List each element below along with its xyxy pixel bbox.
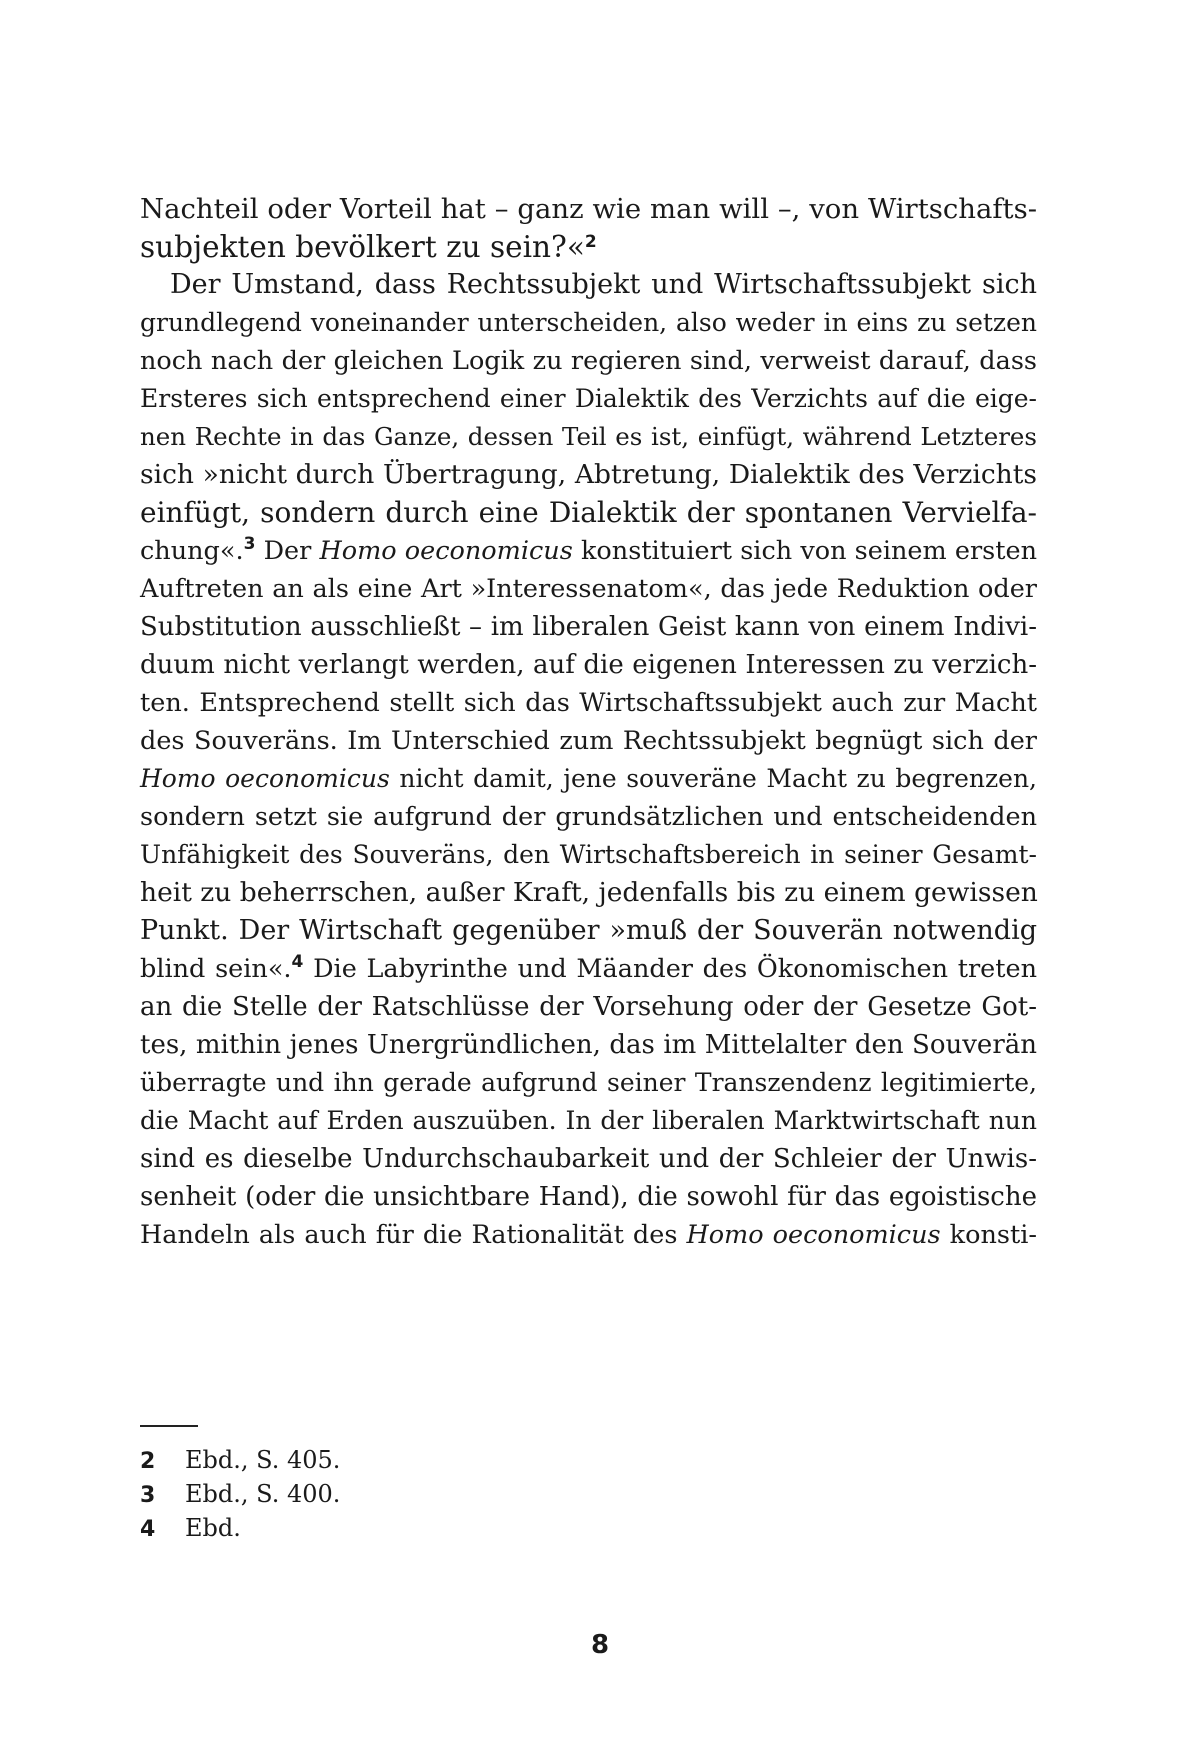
footnote-ref: 3	[243, 534, 256, 554]
text-line: Handeln als auch für die Rationalität des Homo oeconomicus konsti-	[140, 1220, 1037, 1250]
text-line: chung«.$^3$ Der Homo oeconomicus konstituiert sich von seinem ersten	[140, 534, 1037, 566]
footnote	[140, 1443, 540, 1477]
text-line: an die Stelle der Ratschlüsse der Vorsehung oder der Gesetze Got-	[140, 992, 1037, 1022]
italic-term: Homo oeconomicus	[140, 764, 390, 793]
italic-term: Homo oeconomicus	[319, 536, 573, 566]
text-line: Punkt. Der Wirtschaft gegenüber »muß der Souverän notwendig	[140, 915, 1037, 946]
text-line: tes, mithin jenes Unergründlichen, das im Mittelalter den Souverän	[140, 1030, 1037, 1060]
footnote	[140, 1511, 540, 1545]
footnote-ref: 4	[291, 952, 304, 972]
page-number: 8	[590, 1630, 610, 1660]
text-line: Der Umstand, dass Rechtssubjekt und Wirtschaftssubjekt sich	[170, 269, 1037, 300]
footnote-text: Ebd.	[185, 1514, 241, 1542]
text-line: des Souveräns. Im Unterschied zum Rechtssubjekt begnügt sich der	[140, 726, 1037, 756]
text-line: senheit (oder die unsichtbare Hand), die sowohl für das egoistische	[140, 1182, 1037, 1212]
text-line: Ersteres sich entsprechend einer Dialektik des Verzichts auf die eige-	[140, 384, 1037, 413]
text-line: sind es dieselbe Undurchschaubarkeit und der Schleier der Unwis-	[140, 1144, 1037, 1174]
footnote-ref: 2	[584, 232, 597, 252]
text-line: Nachteil oder Vorteil hat – ganz wie man will –, von Wirtschafts-	[140, 193, 1037, 225]
text-line: grundlegend voneinander unterscheiden, also weder in eins zu setzen	[140, 308, 1037, 337]
text-line: Auftreten an als eine Art »Interessenatom«, das jede Reduktion oder	[140, 574, 1037, 604]
text-line: überragte und ihn gerade aufgrund seiner Transzendenz legitimierte,	[140, 1068, 1037, 1097]
text-line: heit zu beherrschen, außer Kraft, jedenfalls bis zu einem gewissen	[140, 877, 1038, 908]
text-line: sondern setzt sie aufgrund der grundsätzlichen und entscheidenden	[140, 802, 1037, 832]
text-line: Unfähigkeit des Souveräns, den Wirtschaftsbereich in seiner Gesamt-	[140, 840, 1037, 869]
footnote-number: 2	[140, 1449, 156, 1474]
footnote-text: Ebd., S. 405.	[185, 1446, 341, 1474]
text-line: die Macht auf Erden auszuüben. In der liberalen Marktwirtschaft nun	[140, 1106, 1037, 1135]
text-line: blind sein«.$^4$ Die Labyrinthe und Mäander des Ökonomischen treten	[140, 952, 1037, 984]
text-line: noch nach der gleichen Logik zu regieren sind, verweist darauf, dass	[140, 346, 1037, 376]
footnote-divider	[140, 1425, 198, 1427]
footnote-number: 4	[140, 1517, 156, 1542]
footnote-text: Ebd., S. 400.	[185, 1480, 341, 1508]
text-line: Substitution ausschließt – im liberalen Geist kann von einem Indivi-	[140, 612, 1037, 642]
text-line: einfügt, sondern durch eine Dialektik der spontanen Vervielfa-	[140, 496, 1037, 529]
text-line: Homo oeconomicus nicht damit, jene souveräne Macht zu begrenzen,	[140, 764, 1037, 793]
text-line: duum nicht verlangt werden, auf die eigenen Interessen zu verzich-	[140, 650, 1037, 680]
footnote-number: 3	[140, 1483, 156, 1508]
text-line: ten. Entsprechend stellt sich das Wirtschaftssubjekt auch zur Macht	[140, 688, 1037, 718]
footnote	[140, 1477, 540, 1511]
text-line: nen Rechte in das Ganze, dessen Teil es ist, einfügt, während Letzteres	[140, 422, 1037, 451]
text-line: subjekten bevölkert zu sein?«$^2$	[140, 230, 597, 264]
text-line: sich »nicht durch Übertragung, Abtretung, Dialektik des Verzichts	[140, 459, 1037, 490]
italic-term: Homo oeconomicus	[686, 1220, 941, 1250]
